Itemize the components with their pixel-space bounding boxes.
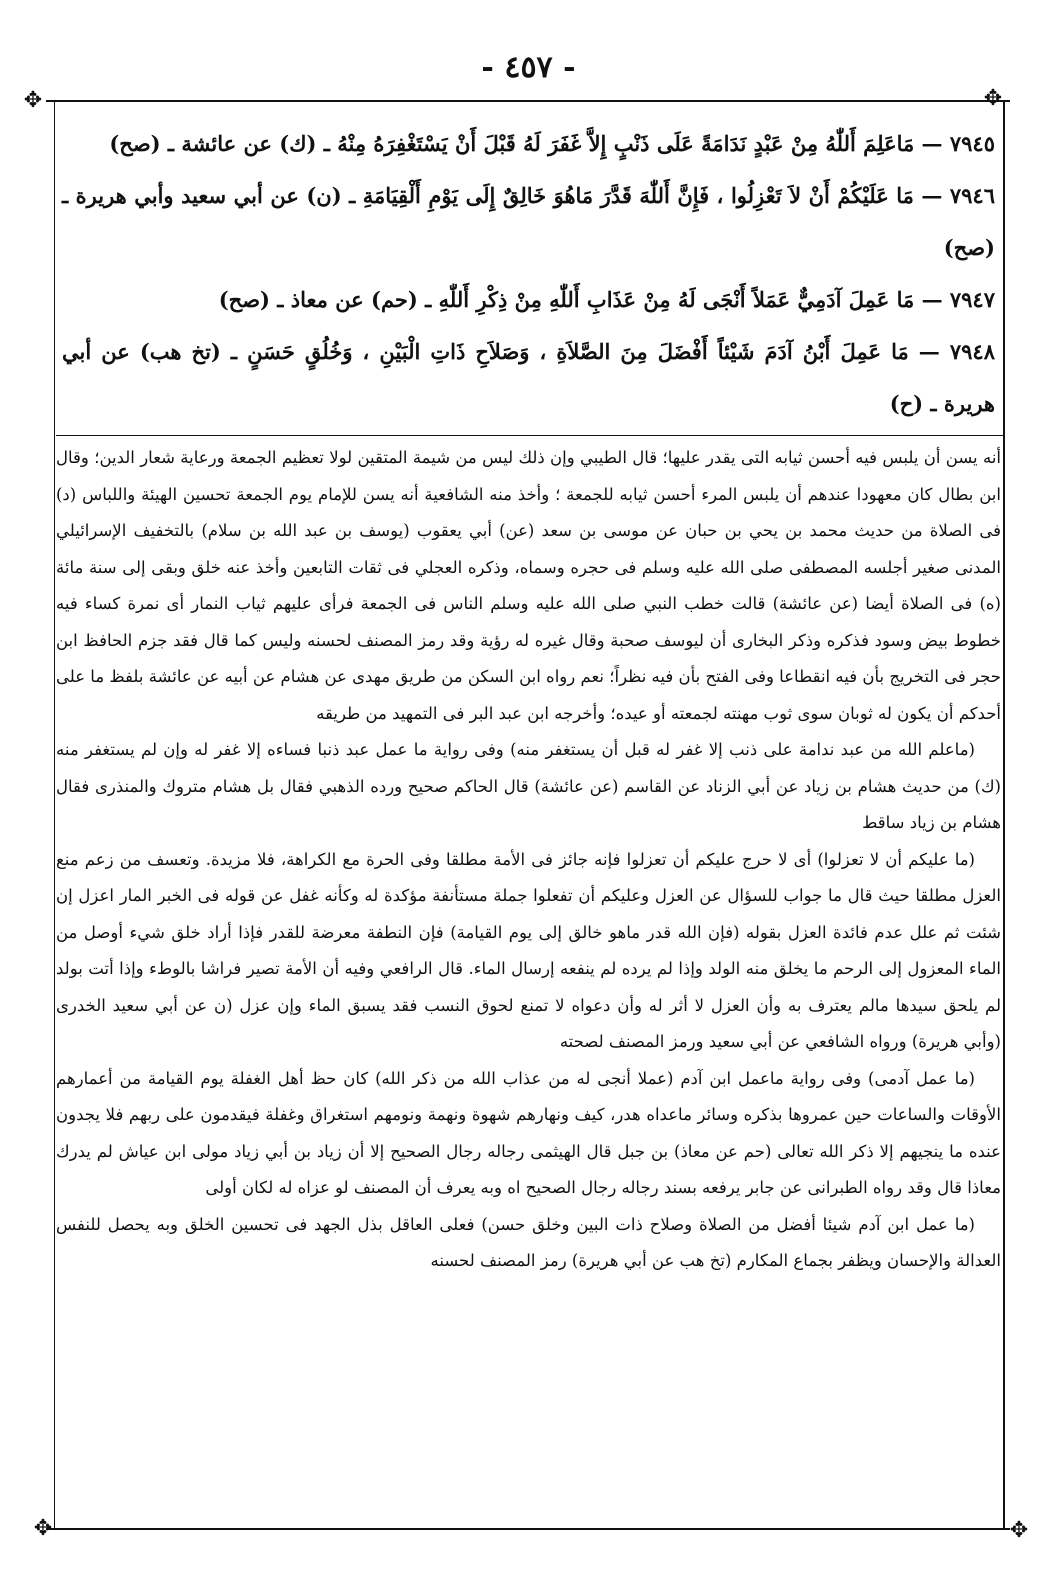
- commentary-paragraph: أنه يسن أن يلبس فيه أحسن ثيابه التى يقدر عليها؛ قال الطيبي وإن ذلك ليس من شيمة المتقين لولا تعظيم الجمعة ورعاية شعار الدين؛ وقال ابن بطال كان معهودا عندهم أن يلبس المرء أحسن ثيابه للجمعة ؛ وأخذ منه الشافعية أنه يسن للإمام يوم الجمعة تحسين الهيئة واللباس (د) فى الصلاة من حديث محمد بن يحي بن حبان عن موسى بن سعد (عن) أبي يعقوب (يوسف بن عبد الله بن سلام) بالتخفيف الإسرائيلي المدنى صغير أجلسه المصطفى صلى الله عليه وسلم فى حجره وسماه، وذكره العجلي فى ثقات التابعين وأخذ عنه خلق وبقى إلى سنة مائة (ه) فى الصلاة أيضا (عن عائشة) قالت خطب النبي صلى الله عليه وسلم الناس فى الجمعة فرأى عليهم ثياب النمار أى نمرة كساء فيه خطوط بيض وسود فذكره وذكر البخارى أن ليوسف صحبة وقال غيره له رؤية وقد رمز المصنف لحسنه وليس كما قال فقد جزم الحافظ ابن حجر فى التخريج بأن فيه انقطاعا وفى الفتح بأن فيه نظراً؛ نعم رواه ابن السكن من طريق مهدى عن هشام عن أبيه عن عائشة بلفظ ما على أحدكم أن يكون له ثوبان سوى ثوب مهنته لجمعته أو عيده؛ وأخرجه ابن عبد البر فى التمهيد من طريقه: [55, 448, 1001, 723]
- commentary-paragraph: (ما عمل ابن آدم شيئا أفضل من الصلاة وصلاح ذات البين وخلق حسن) فعلى العاقل بذل الجهد فى تحسين الخلق وبه يحصل للنفس العدالة والإحسان ويظفر بجماع المكارم (تخ هب عن أبي هريرة) رمز المصنف لحسنه: [56, 1214, 1001, 1270]
- commentary-section: [56, 440, 1001, 1280]
- hadith-entry: ٧٩٤٨ — مَا عَمِلَ أَبْنُ آدَمَ شَيْئاً أَفْضَلَ مِنَ الصَّلاَةِ ، وَصَلاَحِ ذَاتِ الْبَيْنِ ، وَخُلُقٍ حَسَنٍ ـ (تخ هب) عن أبي هريرة ـ (ح): [62, 339, 995, 416]
- hadith-entry: ٧٩٤٦ — مَا عَلَيْكُمْ أَنْ لاَ تَعْزِلُوا ، فَإِنَّ أَللّٰهَ قَدَّرَ مَاهُوَ خَالِقٌ إِلَى يَوْمِ أَلْقِيَامَةِ ـ (ن) عن أبي سعيد وأبي هريرة ـ (صح): [62, 183, 995, 260]
- corner-ornament-icon: ✥: [23, 88, 43, 113]
- top-frame-rule: [46, 100, 1010, 102]
- left-frame-rule: [54, 100, 55, 1528]
- corner-ornament-icon: ✥: [33, 1516, 53, 1541]
- bottom-frame-rule: [46, 1528, 1010, 1530]
- commentary-paragraph: (ما عمل آدمى) وفى رواية ماعمل ابن آدم (عملا أنجى له من عذاب الله من ذكر الله) كان حظ أهل الغفلة يوم القيامة من أعمارهم الأوقات والساعات حين عمروها بذكره وسائر ماعداه هدر، كيف ونهارهم شهوة ونهمة ونومهم استغراق وغفلة فيقدمون على ربهم فلا يجدون عنده ما ينجيهم إلا ذكر الله تعالى (حم عن معاذ) بن جبل قال الهيثمى رجاله رجال الصحيح إلا أن زياد بن أبي زياد مولى ابن عياش لم يدرك معاذا قال وقد رواه الطبرانى عن جابر يرفعه بسند رجاله رجال الصحيح اه وبه يعرف أن المصنف لو عزاه له لكان أولى: [56, 1068, 1002, 1197]
- corner-ornament-icon: ✥: [983, 86, 1003, 111]
- hadith-entry: ٧٩٤٧ — مَا عَمِلَ آدَمِيٌّ عَمَلاً أَنْجَى لَهُ مِنْ عَذَابِ أَللّٰهِ مِنْ ذِكْرِ أَللّٰهِ ـ (حم) عن معاذ ـ (صح): [218, 287, 995, 312]
- hadith-entry: ٧٩٤٥ — مَاعَلِمَ أَللّٰهُ مِنْ عَبْدٍ نَدَامَةً عَلَى ذَنْبٍ إِلاَّ غَفَرَ لَهُ قَبْلَ أَنْ يَسْتَغْفِرَهُ مِنْهُ ـ (ك) عن عائشة ـ (صح): [109, 131, 995, 156]
- commentary-paragraph: (ما عليكم أن لا تعزلوا) أى لا حرج عليكم أن تعزلوا فإنه جائز فى الأمة مطلقا وفى الحرة مع الكراهة، فلا مزيدة. وتعسف من زعم منع العزل مطلقا حيث قال ما جواب للسؤال عن العزل وعليكم أن تفعلوا جملة مستأنفة مؤكدة له وكأنه غفل عن قوله فى الخبر المار اعزل إن شئت ثم علل عدم فائدة العزل بقوله (فإن الله قدر ماهو خالق إلى يوم القيامة) فإن النطفة معرضة للقدر فإذا أراد خلق شيء أوصل من الماء المعزول إلى الرحم ما يخلق منه الولد وإذا لم يرده لم ينفعه إرسال الماء. قال الرافعي وفيه أن الأمة تصير فراشا بالوطء وإذا أتت بولد لم يلحق سيدها مالم يعترف به وأن العزل لا أثر له وأن دعواه لا تمنع لحوق النسب فقد يسبق الماء وإن عزل (ن عن أبي سعيد الخدرى (وأبي هريرة) ورواه الشافعي عن أبي سعيد ورمز المصنف لصحته: [56, 849, 1001, 1051]
- hadith-texts: [62, 118, 995, 430]
- section-separator: [56, 435, 1003, 436]
- commentary-paragraph: (ماعلم الله من عبد ندامة على ذنب إلا غفر له قبل أن يستغفر منه) وفى رواية ما عمل عبد ذنبا فساءه إلا غفر له وإن لم يستغفر منه (ك) من حديث هشام بن زياد عن أبي الزناد عن القاسم (عن عائشة) قال الحاكم صحيح ورده الذهبي فقال بل هشام متروك والمنذرى فقال هشام بن زياد ساقط: [56, 740, 1001, 832]
- page-number: - ٤٥٧ -: [481, 50, 576, 85]
- corner-ornament-icon: ✥: [1009, 1518, 1029, 1543]
- right-frame-rule: [1003, 100, 1005, 1528]
